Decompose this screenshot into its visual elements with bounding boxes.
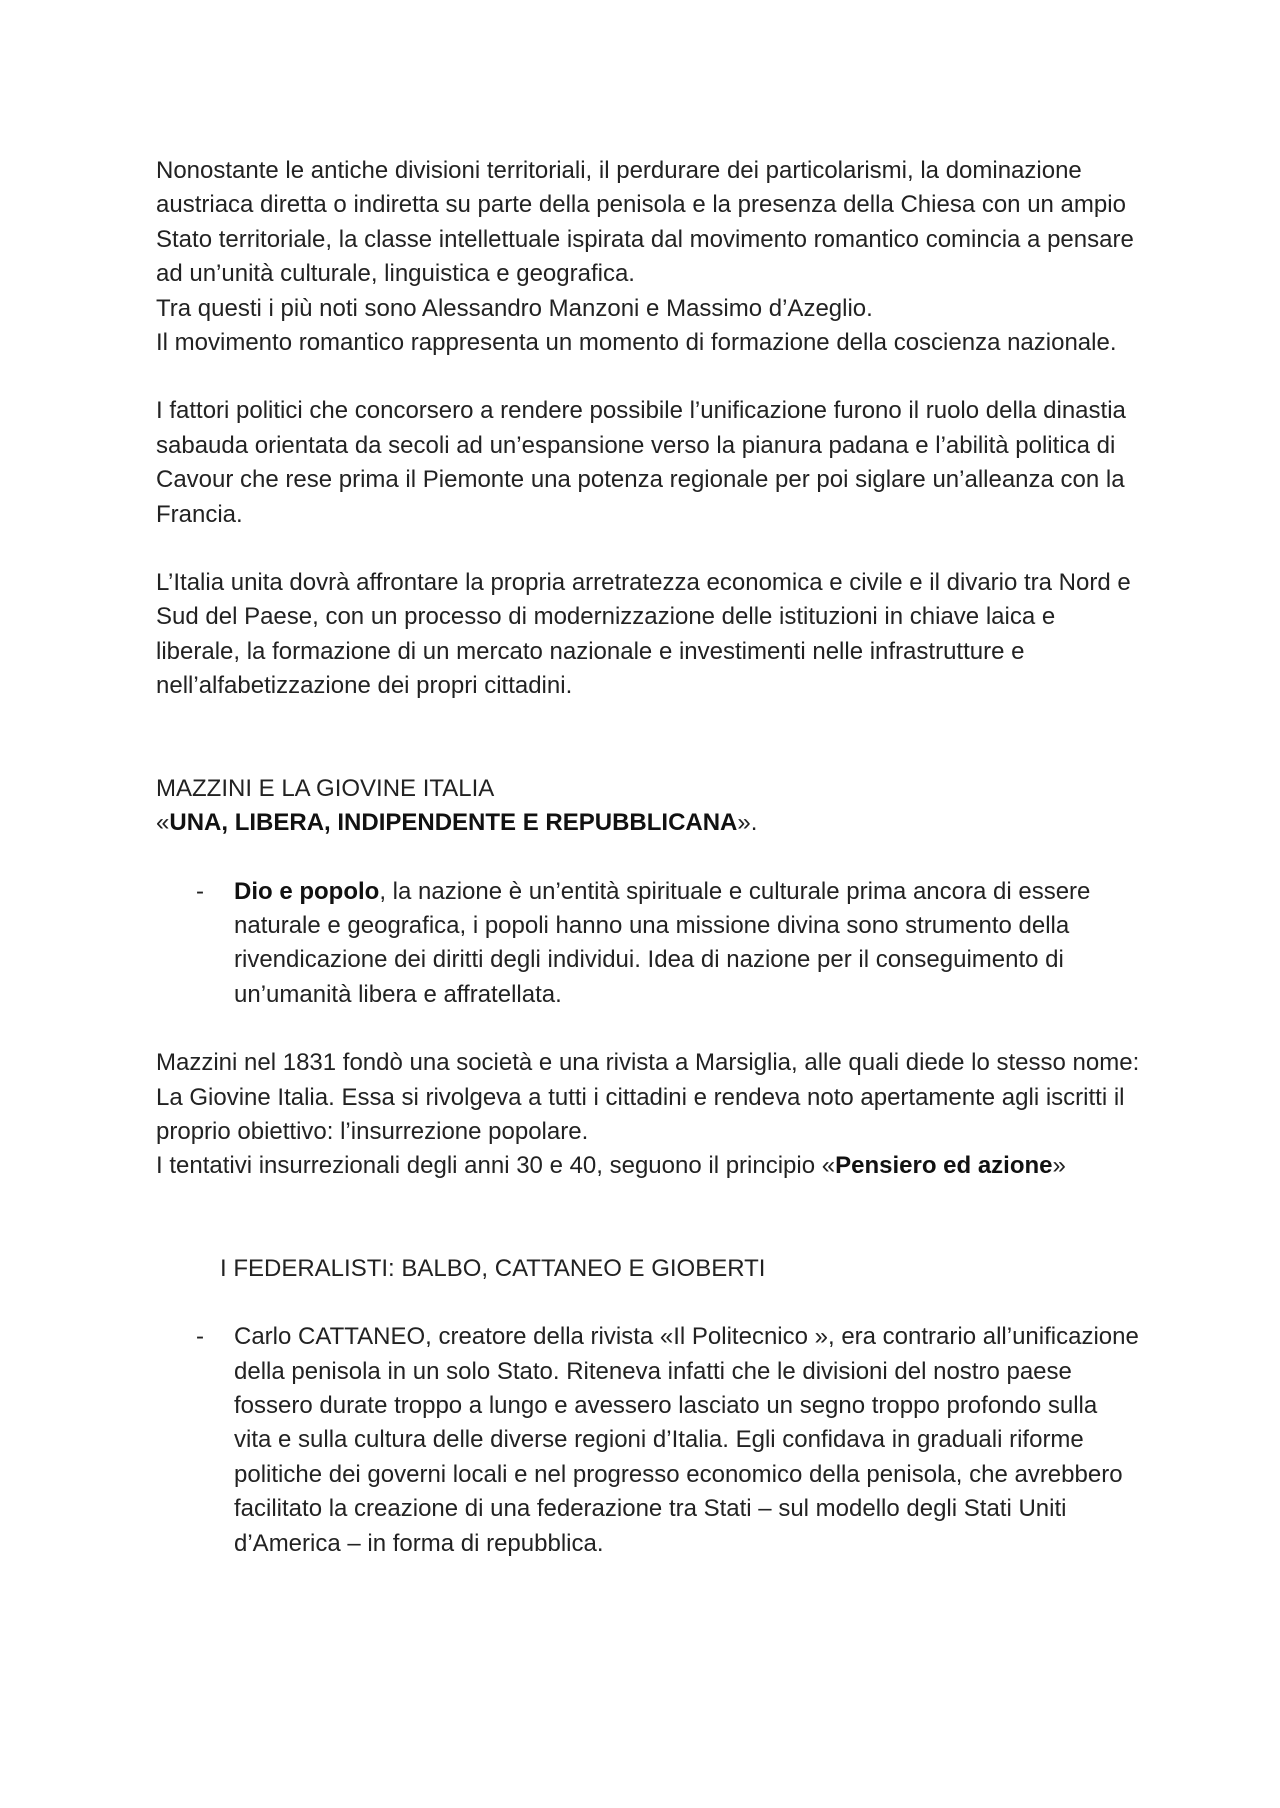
intro-paragraph-1: Nonostante le antiche divisioni territoriali, il perdurare dei particolarismi, la dominazione austriaca diretta o indiretta su parte della penisola e la presenza della Chiesa con un ampio Stato territoriale, la classe intellettuale ispirata dal movimento romantico comincia a pensare ad un’unità culturale, linguistica e geografica. (156, 157, 1134, 288)
political-factors-paragraph: I fattori politici che concorsero a rendere possibile l’unificazione furono il ruolo della dinastia sabauda orientata da secoli ad un’espansione verso la pianura padana e l’abilità politica di Cavour che rese prima il Piemonte una potenza regionale per poi siglare un’alleanza con la Francia. (156, 397, 1126, 528)
mazzini-motto (156, 806, 1140, 840)
bullet-dash: - (196, 877, 204, 905)
mazzini-section-title: MAZZINI E LA GIOVINE ITALIA (156, 774, 495, 802)
list-item-dio-e-popolo (156, 875, 1140, 1013)
pensiero-azione-text: I tentativi insurrezionali degli anni 30 e 40, seguono il principio « (156, 1152, 836, 1180)
bullet-dash: - (196, 1323, 204, 1351)
motto-close-quote: ». (737, 809, 758, 837)
united-italy-paragraph: L’Italia unita dovrà affrontare la propria arretratezza economica e civile e il divario tra Nord e Sud del Paese, con un processo di modernizzazione delle istituzioni in chiave laica e liberale, la formazione di un mercato nazionale e investimenti nelle infrastrutture e nell’alfabetizzazione dei propri cittadini. (156, 569, 1131, 700)
pensiero-azione-paragraph (156, 1149, 1140, 1183)
pensiero-azione-term: Pensiero ed azione (835, 1152, 1053, 1180)
cattaneo-text: Carlo CATTANEO, creatore della rivista «Il Politecnico », era contrario all’unificazione della penisola in un solo Stato. Riteneva infatti che le divisioni del nostro paese fossero durate troppo a lungo e avessero lasciato un segno troppo profondo sulla vita e sulla cultura delle diverse regioni d’Italia. Egli confidava in graduali riforme politiche dei governi locali e nel progresso economico della penisola, che avrebbero facilitato la creazione di una federazione tra Stati – sul modello degli Stati Uniti d’America – in forma di repubblica. (234, 1323, 1139, 1557)
federalisti-section-title: I FEDERALISTI: BALBO, CATTANEO E GIOBERTI (220, 1254, 766, 1282)
motto-open-quote: « (156, 809, 170, 837)
motto-text: UNA, LIBERA, INDIPENDENTE E REPUBBLICANA (169, 809, 738, 837)
intro-paragraph-2: Tra questi i più noti sono Alessandro Manzoni e Massimo d’Azeglio. (156, 294, 873, 322)
dio-e-popolo-term: Dio e popolo (234, 877, 380, 905)
giovine-italia-paragraph: Mazzini nel 1831 fondò una società e una rivista a Marsiglia, alle quali diede lo stesso nome: La Giovine Italia. Essa si rivolgeva a tutti i cittadini e rendeva noto apertamente agli iscritti il proprio obiettivo: l’insurrezione popolare. (156, 1049, 1140, 1145)
intro-paragraph-3: Il movimento romantico rappresenta un momento di formazione della coscienza nazionale. (156, 329, 1117, 357)
pensiero-azione-close: » (1052, 1152, 1066, 1180)
dio-e-popolo-text: , la nazione è un’entità spirituale e culturale prima ancora di essere naturale e geografica, i popoli hanno una missione divina sono strumento della rivendicazione dei diritti degli individui. Idea di nazione per il conseguimento di un’umanità libera e affratellata. (234, 877, 1091, 1008)
list-item-cattaneo (156, 1320, 1140, 1561)
